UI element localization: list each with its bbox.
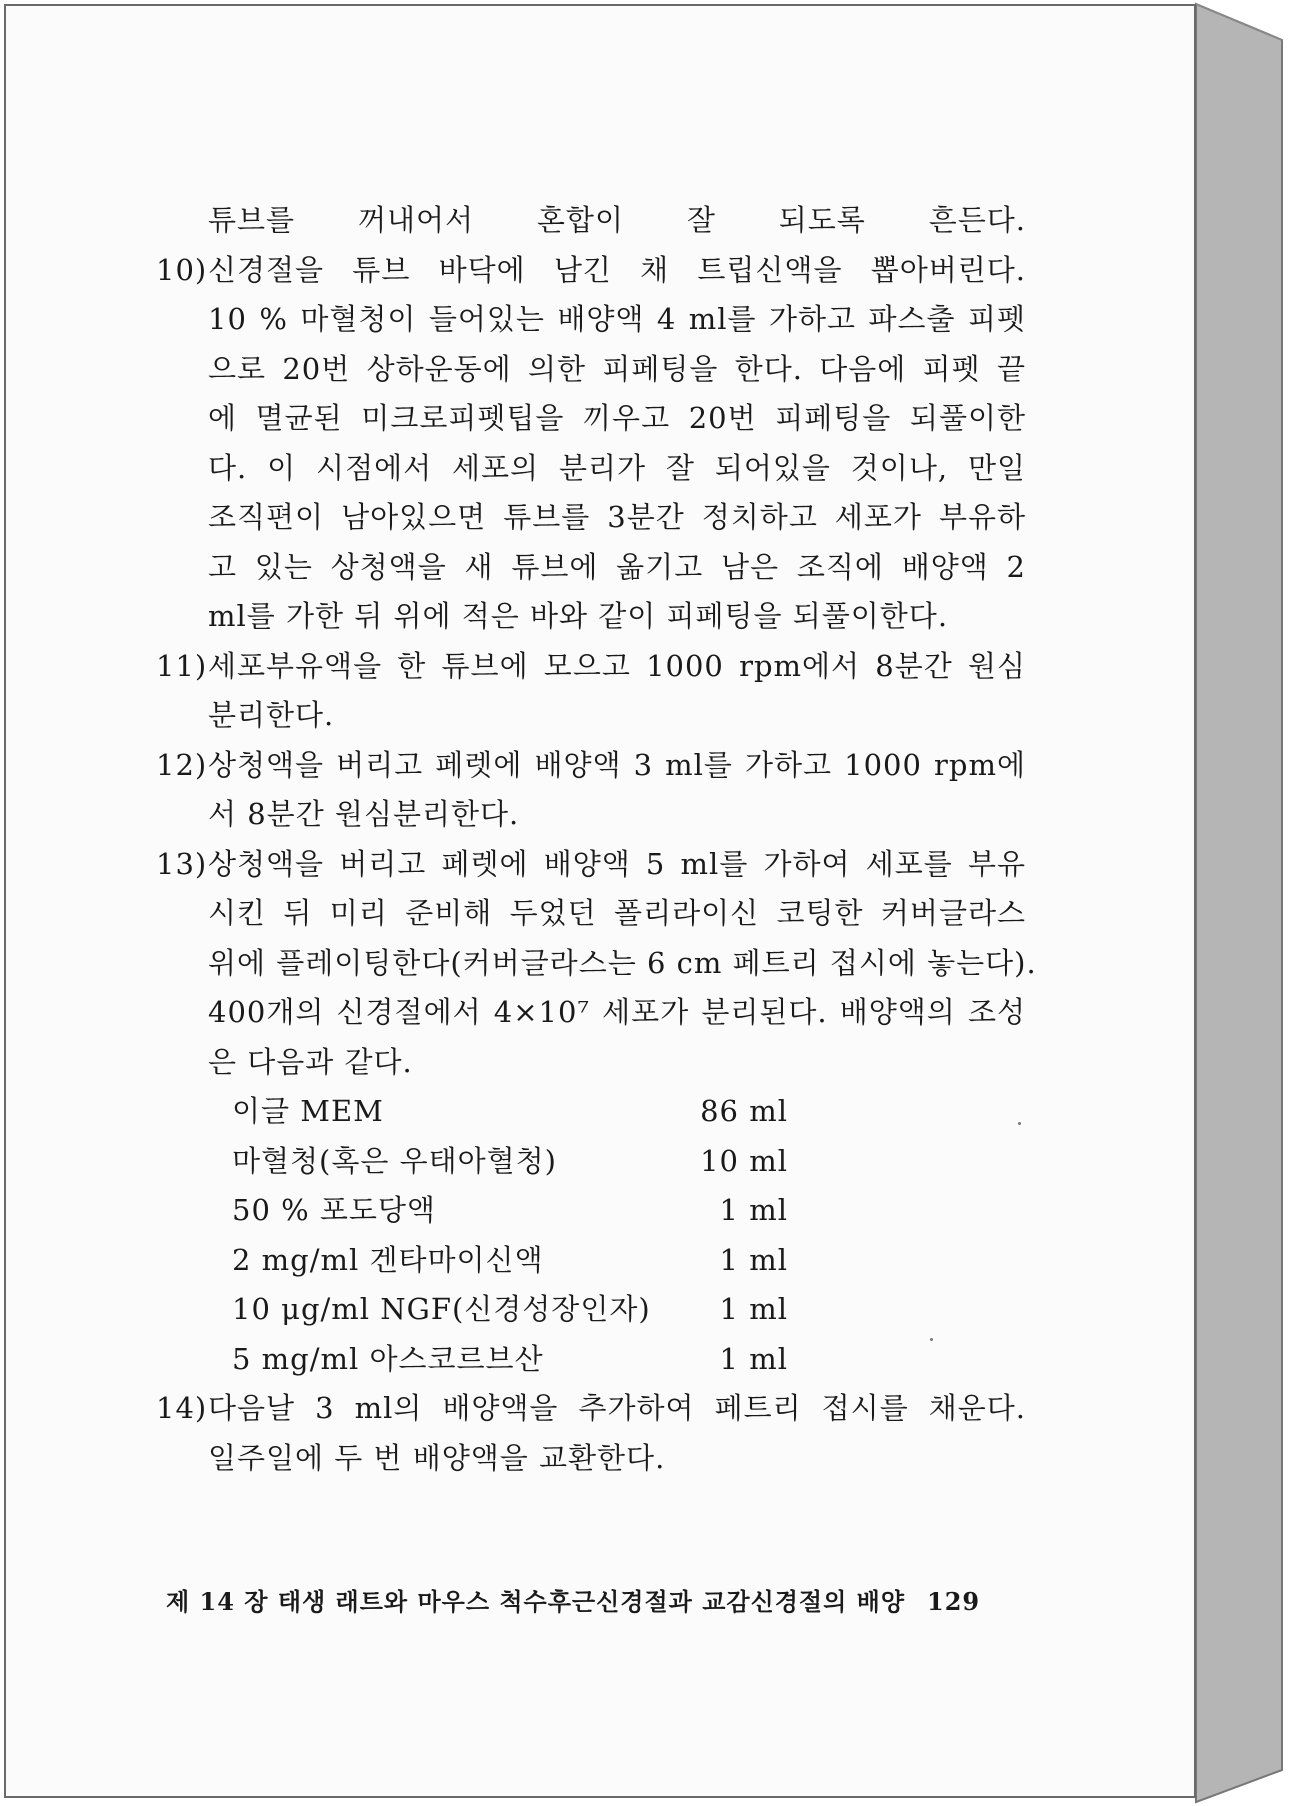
ingredient-amount: 1 ml: [719, 1193, 788, 1227]
paragraph-text: 고 있는 상청액을 새 튜브에 옮기고 남은 조직에 배양액 2: [208, 549, 1026, 584]
composition-row: [156, 1236, 1026, 1286]
paragraph-text: 일주일에 두 번 배양액을 교환한다.: [208, 1440, 666, 1475]
numbered-step-line: [156, 1384, 1026, 1434]
step-number: 11): [156, 648, 208, 683]
step-number: 13): [156, 846, 208, 881]
step-number: 10): [156, 252, 208, 287]
step-number: 12): [156, 747, 208, 782]
paragraph-text: 에 멸균된 미크로피펫팁을 끼우고 20번 피페팅을 되풀이한: [208, 401, 1026, 435]
scan-speck: [1018, 1122, 1021, 1125]
continuation-line: [156, 493, 1026, 543]
step-text: 다음날 3 ml의 배양액을 추가하여 페트리 접시를 채운다.: [208, 1391, 1026, 1425]
composition-row: [156, 1087, 1026, 1137]
numbered-step-line: [156, 246, 1026, 296]
continuation-line: [156, 196, 1026, 246]
step-text: 세포부유액을 한 튜브에 모으고 1000 rpm에서 8분간 원심: [208, 648, 1026, 683]
continuation-line: [156, 592, 1026, 642]
continuation-line: [156, 394, 1026, 444]
continuation-line: [156, 345, 1026, 395]
scan-speck: [930, 1338, 933, 1341]
step-text: 상청액을 버리고 페렛에 배양액 3 ml를 가하고 1000 rpm에: [208, 747, 1026, 782]
chapter-title: 제 14 장 태생 래트와 마우스 척수후근신경절과 교감신경절의 배양: [166, 1587, 906, 1616]
paragraph-text: ml를 가한 뒤 위에 적은 바와 같이 피페팅을 되풀이한다.: [208, 599, 949, 633]
continuation-line: [156, 691, 1026, 741]
paragraph-text: 조직편이 남아있으면 튜브를 3분간 정치하고 세포가 부유하: [208, 500, 1026, 534]
ingredient-name: 5 mg/ml 아스코르브산: [232, 1341, 544, 1376]
ingredient-name: 50 % 포도당액: [232, 1193, 436, 1227]
continuation-line: [156, 543, 1026, 593]
ingredient-name: 2 mg/ml 겐타마이신액: [232, 1242, 544, 1277]
numbered-step-line: [156, 741, 1026, 791]
page-sheet: [4, 4, 1196, 1798]
composition-row: [156, 1335, 1026, 1385]
continuation-line: [156, 444, 1026, 494]
paragraph-text: 다. 이 시점에서 세포의 분리가 잘 되어있을 것이나, 만일: [208, 450, 1026, 485]
ingredient-amount: 1 ml: [719, 1292, 788, 1326]
running-footer: [166, 1582, 1006, 1617]
paragraph-text: 튜브를 꺼내어서 혼합이 잘 되도록 흔든다.: [208, 203, 1026, 237]
ingredient-amount: 1 ml: [719, 1341, 788, 1376]
paragraph-text: 분리한다.: [208, 698, 335, 732]
composition-row: [156, 1285, 1026, 1335]
page-body: [156, 196, 1037, 1483]
numbered-step-line: [156, 840, 1026, 890]
paragraph-text: 서 8분간 원심분리한다.: [208, 797, 520, 831]
ingredient-name: 이글 MEM: [232, 1094, 384, 1128]
ingredient-amount: 1 ml: [719, 1242, 788, 1277]
ingredient-name: 10 μg/ml NGF(신경성장인자): [232, 1292, 651, 1326]
continuation-line: [156, 295, 1026, 345]
page-number: 129: [927, 1587, 981, 1616]
continuation-line: [156, 939, 1037, 989]
paragraph-text: 으로 20번 상하운동에 의한 피페팅을 한다. 다음에 피펫 끝: [208, 351, 1026, 386]
continuation-line: [156, 790, 1026, 840]
medium-composition-table: [156, 1087, 1026, 1384]
continuation-line: [156, 1434, 1026, 1484]
ingredient-name: 마혈청(혹은 우태아혈청): [232, 1143, 557, 1178]
paragraph-text: 은 다음과 같다.: [208, 1044, 413, 1079]
paragraph-text: 위에 플레이팅한다(커버글라스는 6 cm 페트리 접시에 놓는다).: [208, 945, 1037, 980]
step-number: 14): [156, 1391, 208, 1425]
continuation-line: [156, 889, 1026, 939]
composition-row: [156, 1137, 1026, 1187]
step-text: 상청액을 버리고 페렛에 배양액 5 ml를 가하여 세포를 부유: [208, 846, 1026, 881]
step-text: 신경절을 튜브 바닥에 남긴 채 트립신액을 뽑아버린다.: [208, 252, 1026, 287]
paragraph-text: 시킨 뒤 미리 준비해 두었던 폴리라이신 코팅한 커버글라스: [208, 896, 1026, 930]
continuation-line: [156, 1038, 1026, 1088]
ingredient-amount: 10 ml: [700, 1143, 788, 1178]
ingredient-amount: 86 ml: [700, 1094, 788, 1128]
paragraph-text: 10 % 마혈청이 들어있는 배양액 4 ml를 가하고 파스출 피펫: [208, 302, 1026, 336]
composition-row: [156, 1186, 1026, 1236]
numbered-step-line: [156, 642, 1026, 692]
paragraph-text: 400개의 신경절에서 4×10⁷ 세포가 분리된다. 배양액의 조성: [208, 995, 1026, 1029]
continuation-line: [156, 988, 1026, 1038]
